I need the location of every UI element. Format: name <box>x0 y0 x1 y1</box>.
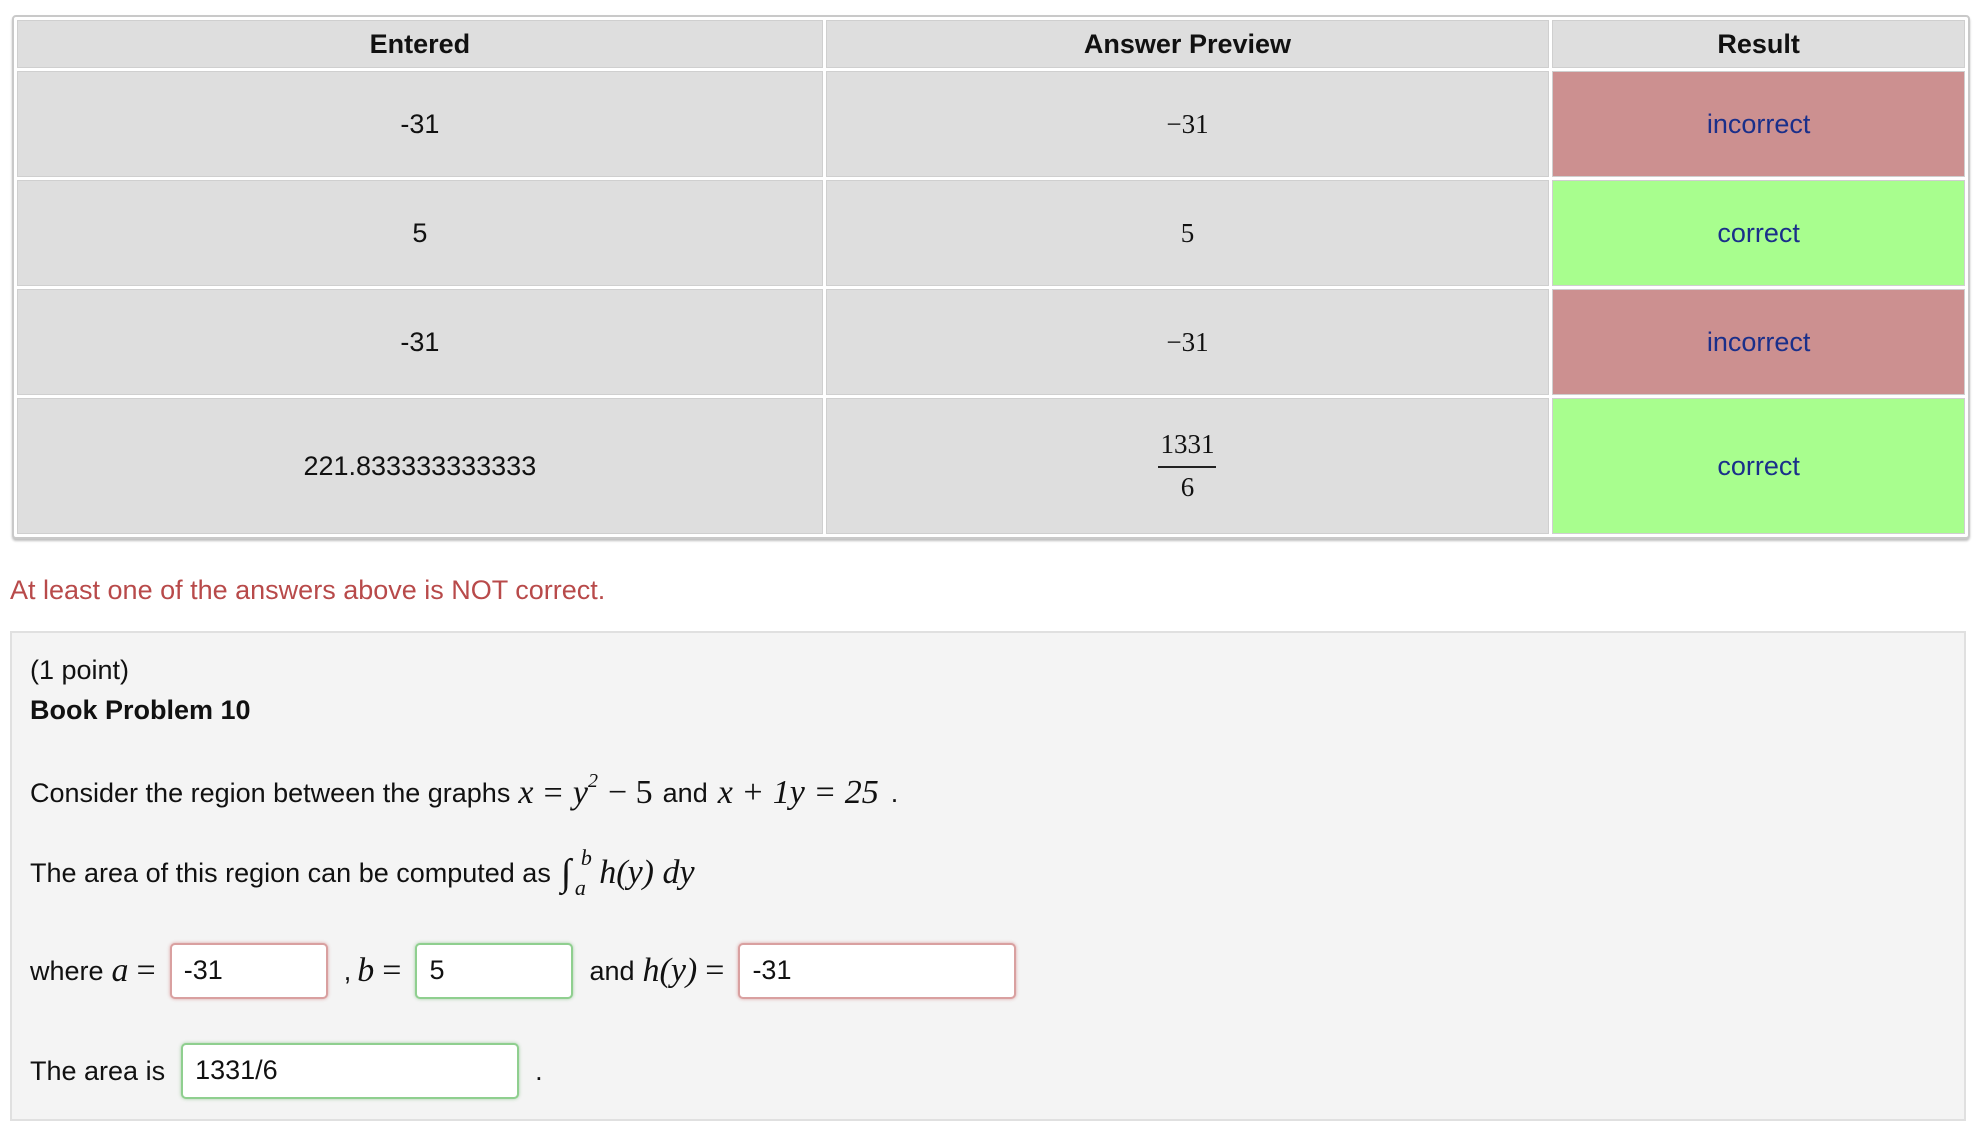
and-text: and <box>662 777 708 808</box>
area-formula-line <box>30 845 695 900</box>
and-text: and <box>589 955 635 986</box>
entered-cell: 5 <box>17 180 823 286</box>
math-exponent: 2 <box>587 770 598 792</box>
period-text: . <box>890 777 899 808</box>
entered-cell: -31 <box>17 71 823 177</box>
statement-text: Consider the region between the graphs <box>30 777 511 808</box>
result-cell: incorrect <box>1552 289 1965 395</box>
area-answer-line <box>30 1043 543 1099</box>
comma-text: , <box>343 955 352 986</box>
answer-area-input[interactable]: 1331/6 <box>181 1043 519 1099</box>
math-a: a <box>111 952 129 989</box>
integral-sign <box>560 845 592 900</box>
result-cell: correct <box>1552 398 1965 534</box>
table-row <box>17 180 1965 286</box>
preview-cell: 5 <box>826 180 1550 286</box>
entered-cell: -31 <box>17 289 823 395</box>
result-cell: incorrect <box>1552 71 1965 177</box>
period-text: . <box>535 1055 543 1086</box>
where-text: where <box>30 955 104 986</box>
table-row <box>17 71 1965 177</box>
math-equals: = <box>382 952 402 989</box>
answer-a-input[interactable]: -31 <box>170 943 328 999</box>
inputs-line <box>30 943 1016 999</box>
integrand: h(y) dy <box>599 854 695 891</box>
area-formula-text: The area of this region can be computed as <box>30 857 551 888</box>
fraction-preview <box>1158 429 1216 503</box>
answer-h-input[interactable]: -31 <box>738 943 1016 999</box>
math-eq1-rest: − 5 <box>607 774 653 812</box>
header-entered: Entered <box>17 20 823 68</box>
integral-lower-limit: a <box>574 875 586 900</box>
math-eq1-mid: = y <box>541 774 588 812</box>
problem-panel <box>10 631 1966 1121</box>
results-table <box>12 15 1970 539</box>
header-answer-preview: Answer Preview <box>826 20 1550 68</box>
result-cell: correct <box>1552 180 1965 286</box>
math-x: x <box>518 774 534 812</box>
math-h: h(y) <box>642 952 698 989</box>
entered-cell: 221.833333333333 <box>17 398 823 534</box>
area-is-text: The area is <box>30 1055 166 1086</box>
problem-points: (1 point) <box>30 655 130 685</box>
problem-title: Book Problem 10 <box>30 695 251 725</box>
math-eq2: x + 1y = 25 <box>717 774 879 812</box>
table-row <box>17 289 1965 395</box>
preview-cell: −31 <box>826 289 1550 395</box>
math-eq1 <box>541 770 598 812</box>
results-header-row <box>17 20 1965 68</box>
preview-cell <box>826 398 1550 534</box>
fraction-denominator: 6 <box>1180 472 1195 502</box>
fraction-numerator: 1331 <box>1158 429 1216 468</box>
math-b: b <box>357 952 375 989</box>
header-result: Result <box>1552 20 1965 68</box>
integral-symbol: ∫ <box>560 852 572 894</box>
math-equals: = <box>705 952 725 989</box>
math-equals: = <box>136 952 156 989</box>
integral-upper-limit: b <box>580 845 592 870</box>
preview-cell: −31 <box>826 71 1550 177</box>
incorrect-warning-message: At least one of the answers above is NOT correct. <box>10 575 606 605</box>
table-row <box>17 398 1965 534</box>
problem-statement-line <box>30 770 899 812</box>
answer-b-input[interactable]: 5 <box>415 943 573 999</box>
